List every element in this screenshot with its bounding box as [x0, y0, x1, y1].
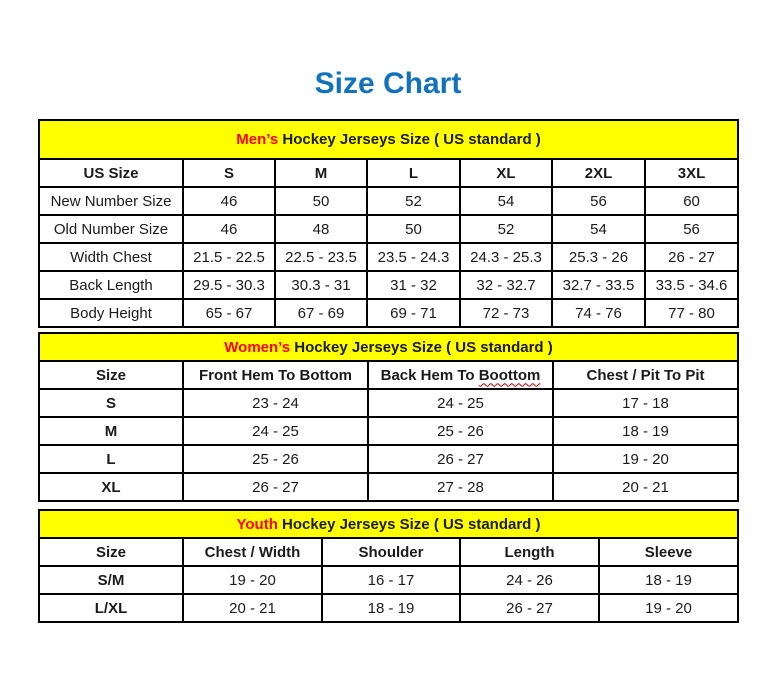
cell: 50 [275, 187, 367, 215]
col-header: Size [39, 361, 183, 389]
table-banner-row [39, 333, 738, 361]
cell: 65 - 67 [183, 299, 275, 327]
table-row [39, 389, 738, 417]
col-header: S [183, 159, 275, 187]
table-row [39, 566, 738, 594]
col-header-text: Back Hem To [380, 366, 479, 384]
cell: 20 - 21 [553, 473, 738, 501]
cell: 20 - 21 [183, 594, 322, 622]
row-label: L [39, 445, 183, 473]
cell: 32.7 - 33.5 [552, 271, 645, 299]
cell: 23 - 24 [183, 389, 368, 417]
cell: 16 - 17 [322, 566, 460, 594]
table-header-row [39, 159, 738, 187]
cell: 24.3 - 25.3 [460, 243, 552, 271]
cell: 22.5 - 23.5 [275, 243, 367, 271]
cell: 19 - 20 [599, 594, 738, 622]
cell: 29.5 - 30.3 [183, 271, 275, 299]
cell: 19 - 20 [183, 566, 322, 594]
row-label: Old Number Size [39, 215, 183, 243]
cell: 26 - 27 [368, 445, 553, 473]
cell: 30.3 - 31 [275, 271, 367, 299]
youth-banner [39, 510, 738, 538]
col-header: XL [460, 159, 552, 187]
youth-size-table [38, 509, 739, 623]
cell: 27 - 28 [368, 473, 553, 501]
cell: 23.5 - 24.3 [367, 243, 460, 271]
cell: 56 [552, 187, 645, 215]
cell: 50 [367, 215, 460, 243]
table-row [39, 215, 738, 243]
womens-size-table [38, 332, 739, 502]
cell: 74 - 76 [552, 299, 645, 327]
cell: 72 - 73 [460, 299, 552, 327]
col-header: Chest / Pit To Pit [553, 361, 738, 389]
cell: 60 [645, 187, 738, 215]
mens-size-table [38, 119, 739, 328]
cell: 46 [183, 215, 275, 243]
cell: 21.5 - 22.5 [183, 243, 275, 271]
womens-banner [39, 333, 738, 361]
cell: 18 - 19 [553, 417, 738, 445]
youth-banner-highlight: Youth [236, 515, 278, 533]
table-banner-row [39, 120, 738, 159]
col-header: Chest / Width [183, 538, 322, 566]
col-header [368, 361, 553, 389]
col-header: Shoulder [322, 538, 460, 566]
cell: 25.3 - 26 [552, 243, 645, 271]
cell: 52 [367, 187, 460, 215]
row-label: M [39, 417, 183, 445]
table-row [39, 445, 738, 473]
cell: 31 - 32 [367, 271, 460, 299]
cell: 67 - 69 [275, 299, 367, 327]
cell: 19 - 20 [553, 445, 738, 473]
cell: 25 - 26 [368, 417, 553, 445]
cell: 77 - 80 [645, 299, 738, 327]
col-header: US Size [39, 159, 183, 187]
table-header-row [39, 538, 738, 566]
col-header: 2XL [552, 159, 645, 187]
cell: 69 - 71 [367, 299, 460, 327]
cell: 32 - 32.7 [460, 271, 552, 299]
table-row [39, 594, 738, 622]
table-row [39, 473, 738, 501]
cell: 56 [645, 215, 738, 243]
cell: 54 [552, 215, 645, 243]
table-row [39, 417, 738, 445]
col-header: Size [39, 538, 183, 566]
table-row [39, 243, 738, 271]
col-header: L [367, 159, 460, 187]
cell: 24 - 25 [183, 417, 368, 445]
row-label: XL [39, 473, 183, 501]
womens-banner-highlight: Women’s [224, 338, 291, 356]
table-header-row [39, 361, 738, 389]
mens-banner [39, 120, 738, 159]
col-header: 3XL [645, 159, 738, 187]
cell: 26 - 27 [645, 243, 738, 271]
col-header: Front Hem To Bottom [183, 361, 368, 389]
cell: 24 - 26 [460, 566, 599, 594]
cell: 48 [275, 215, 367, 243]
row-label: Width Chest [39, 243, 183, 271]
womens-banner-text: Hockey Jerseys Size ( US standard ) [290, 338, 553, 356]
table-row [39, 187, 738, 215]
cell: 25 - 26 [183, 445, 368, 473]
cell: 18 - 19 [322, 594, 460, 622]
row-label: New Number Size [39, 187, 183, 215]
table-banner-row [39, 510, 738, 538]
row-label: L/XL [39, 594, 183, 622]
table-row [39, 271, 738, 299]
misspelled-word: Boottom [478, 366, 541, 384]
col-header: M [275, 159, 367, 187]
cell: 18 - 19 [599, 566, 738, 594]
cell: 26 - 27 [460, 594, 599, 622]
cell: 17 - 18 [553, 389, 738, 417]
youth-banner-text: Hockey Jerseys Size ( US standard ) [277, 515, 541, 533]
row-label: Body Height [39, 299, 183, 327]
cell: 52 [460, 215, 552, 243]
mens-banner-text: Hockey Jerseys Size ( US standard ) [278, 131, 541, 148]
cell: 26 - 27 [183, 473, 368, 501]
cell: 54 [460, 187, 552, 215]
tables-container [38, 119, 737, 623]
page-title: Size Chart [314, 67, 462, 100]
col-header: Length [460, 538, 599, 566]
cell: 33.5 - 34.6 [645, 271, 738, 299]
col-header: Sleeve [599, 538, 738, 566]
row-label: Back Length [39, 271, 183, 299]
cell: 46 [183, 187, 275, 215]
row-label: S/M [39, 566, 183, 594]
row-label: S [39, 389, 183, 417]
table-row [39, 299, 738, 327]
cell: 24 - 25 [368, 389, 553, 417]
mens-banner-highlight: Men’s [236, 131, 279, 148]
